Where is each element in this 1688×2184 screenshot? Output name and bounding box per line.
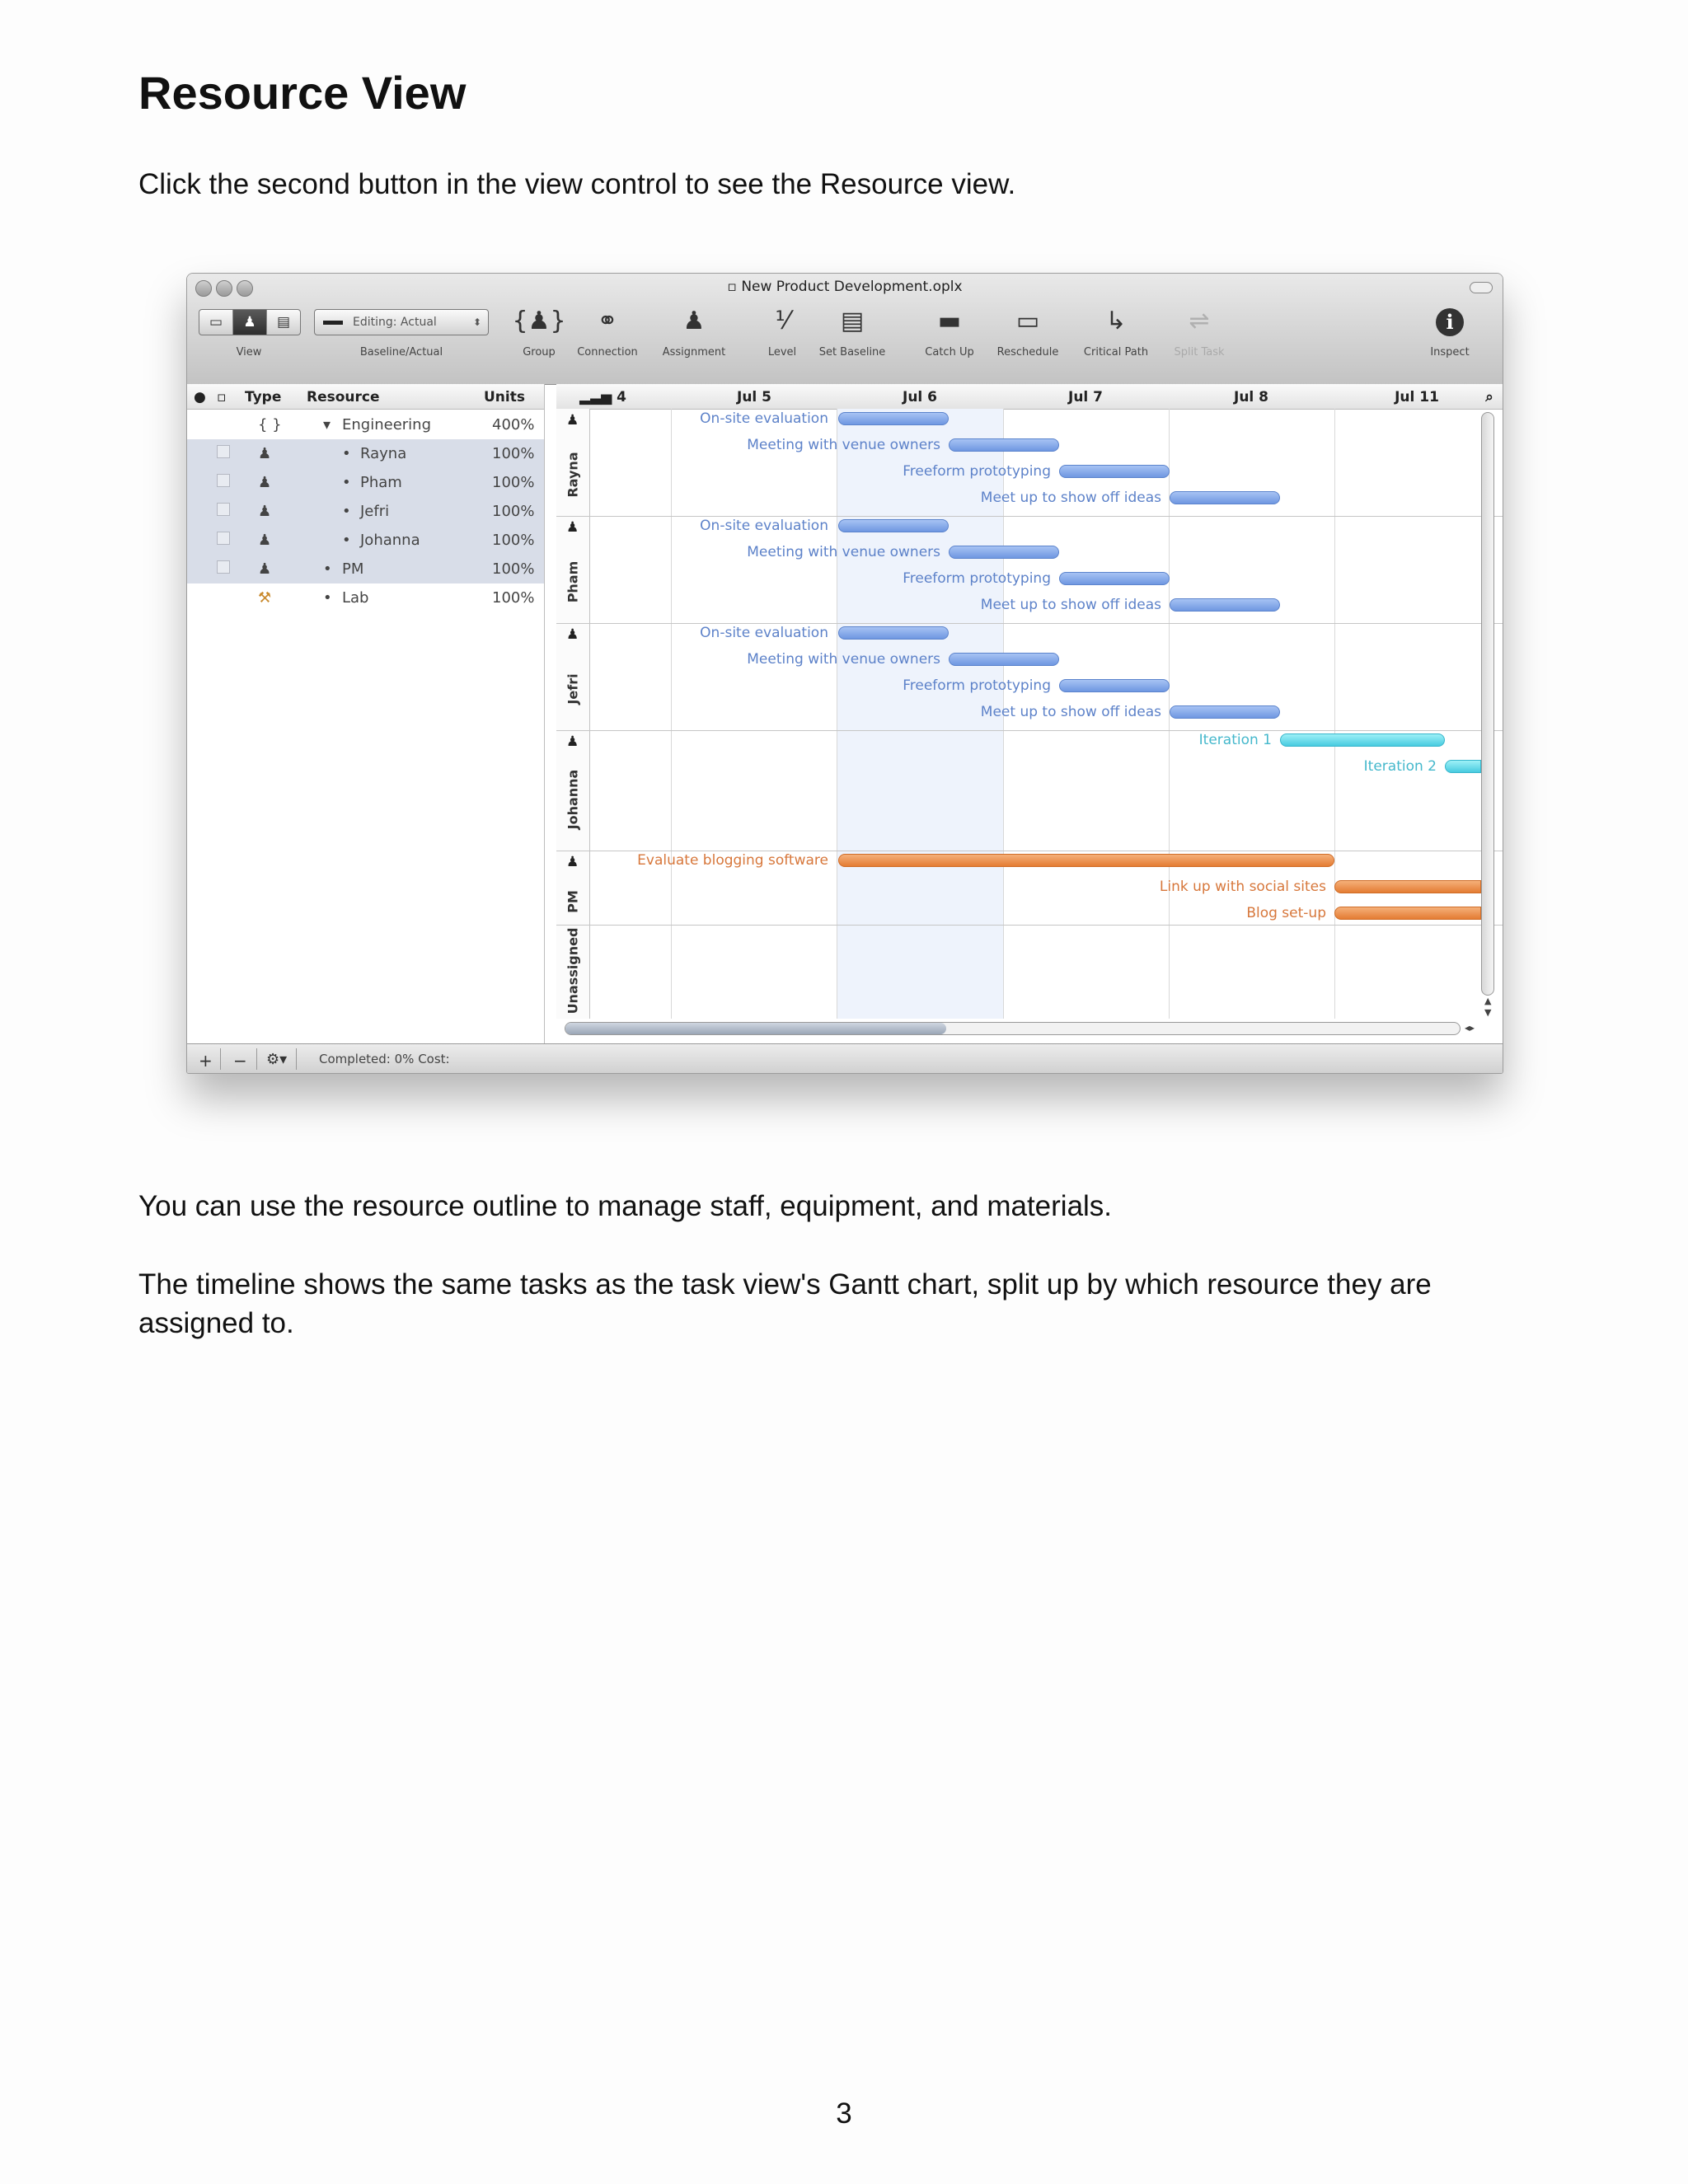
task-label: On-site evaluation [700, 410, 828, 427]
lane-label-jefri: Jefri [565, 673, 581, 705]
task-label: Freeform prototyping [903, 677, 1051, 694]
hammer-icon: ⚒ [258, 589, 272, 607]
disclosure-triangle-icon[interactable]: ▾ [323, 416, 331, 434]
date-header: Jul 8 [1233, 389, 1269, 405]
type-column-header[interactable]: Type [245, 389, 282, 405]
reschedule-label: Reschedule [996, 346, 1059, 359]
vertical-scrollbar[interactable] [1481, 412, 1494, 996]
group-icon: { } [258, 416, 282, 434]
task-bar[interactable] [838, 519, 949, 532]
task-label: Iteration 1 [1198, 732, 1272, 748]
gear-icon[interactable]: ⚙▾ [266, 1051, 288, 1068]
task-view-button[interactable]: ▭ [199, 310, 233, 335]
bullet-icon: • [342, 503, 351, 520]
task-bar[interactable] [838, 412, 949, 425]
scroll-up-arrow-icon[interactable]: ▲ [1484, 996, 1492, 1006]
task-bar[interactable] [949, 546, 1059, 559]
person-icon: ♟ [258, 445, 272, 462]
date-header: Jul 6 [902, 389, 938, 405]
resource-units: 100% [492, 532, 535, 549]
baseline-label: Baseline/Actual [359, 346, 443, 359]
page-number: 3 [836, 2097, 852, 2130]
outline-row-engineering[interactable] [187, 410, 544, 439]
critical-path-icon[interactable]: ↳ [1105, 307, 1127, 335]
resource-outline [187, 384, 545, 1043]
task-bar[interactable] [1170, 705, 1280, 719]
timeline-header [556, 384, 1503, 410]
assignment-label: Assignment [662, 346, 726, 359]
resource-name: Johanna [360, 532, 420, 549]
resource-separator [556, 730, 1503, 731]
checkbox-column-icon: ▫ [217, 389, 227, 405]
timeline-zoom[interactable]: ▂▃▅ 4 [579, 389, 626, 405]
scroll-thumb[interactable] [565, 1023, 946, 1034]
date-header: Jul 7 [1067, 389, 1104, 405]
person-icon: ♟ [566, 519, 579, 536]
divider [296, 1048, 297, 1070]
remove-icon[interactable]: − [233, 1051, 247, 1071]
outline-row-jefri[interactable] [187, 497, 544, 526]
inspect-label: Inspect [1430, 346, 1470, 359]
person-icon: ♟ [566, 626, 579, 643]
task-label: Freeform prototyping [903, 570, 1051, 587]
set-baseline-icon[interactable]: ▤ [840, 307, 865, 335]
task-bar[interactable] [1059, 679, 1170, 692]
resource-view-button[interactable]: ♟ [233, 310, 267, 335]
units-column-header[interactable]: Units [484, 389, 525, 405]
task-bar[interactable] [1334, 907, 1481, 920]
task-bar[interactable] [1059, 572, 1170, 585]
resource-name: Jefri [360, 503, 390, 520]
app-window-screenshot [186, 273, 1503, 1074]
person-icon: ♟ [258, 532, 272, 549]
lane-label-unassigned: Unassigned [565, 927, 581, 1015]
group-label: Group [523, 346, 556, 359]
row-checkbox[interactable] [217, 474, 230, 487]
task-bar[interactable] [1170, 598, 1280, 612]
task-bar[interactable] [1445, 760, 1481, 773]
inspect-icon[interactable]: i [1436, 308, 1464, 336]
task-label: Evaluate blogging software [637, 852, 828, 869]
calendar-view-button[interactable]: ▤ [276, 314, 291, 330]
task-bar[interactable] [949, 438, 1059, 452]
horizontal-scrollbar[interactable] [565, 1022, 1461, 1035]
person-icon: ♟ [566, 854, 579, 870]
resource-name: Rayna [360, 445, 407, 462]
split-task-icon: ⇌ [1189, 307, 1210, 335]
resource-units: 100% [492, 445, 535, 462]
outline-row-pham[interactable] [187, 468, 544, 497]
task-label: Link up with social sites [1159, 879, 1326, 895]
day-gridline [671, 409, 672, 1019]
resource-units: 100% [492, 589, 535, 607]
row-checkbox[interactable] [217, 532, 230, 545]
divider [256, 1048, 257, 1070]
connection-icon[interactable]: ⚭ [597, 307, 618, 335]
bullet-icon: • [323, 589, 332, 607]
task-bar[interactable] [1059, 465, 1170, 478]
date-header: Jul 11 [1395, 389, 1439, 405]
page-title: Resource View [138, 67, 467, 119]
catch-up-icon[interactable]: ▬ [937, 307, 962, 335]
bullet-icon: • [342, 445, 351, 462]
person-icon: ♟ [566, 412, 579, 429]
person-icon: ♟ [258, 474, 272, 491]
document-icon: ▫ [727, 279, 742, 295]
task-bar[interactable] [1280, 733, 1445, 747]
person-icon: ♟ [258, 503, 272, 520]
row-checkbox[interactable] [217, 560, 230, 574]
zoom-bars-icon: ▂▃▅ [579, 389, 612, 405]
resource-name: Engineering [342, 416, 431, 434]
level-icon[interactable]: ⅟ [775, 307, 790, 335]
add-icon[interactable]: + [199, 1051, 213, 1071]
lane-label-rayna: Rayna [565, 452, 581, 498]
outline-header [187, 384, 544, 410]
task-label: Freeform prototyping [903, 463, 1051, 480]
magnifier-icon[interactable]: ⌕ [1485, 389, 1493, 405]
outline-row-pm[interactable] [187, 555, 544, 583]
updown-arrows-icon: ⬍ [472, 316, 481, 328]
bullet-icon: • [323, 560, 332, 578]
scroll-left-right-arrows-icon[interactable]: ◂▸ [1465, 1022, 1475, 1033]
catch-up-label: Catch Up [925, 346, 974, 359]
split-task-label: Split Task [1174, 346, 1225, 359]
task-label: On-site evaluation [700, 518, 828, 534]
bullet-icon: • [342, 474, 351, 491]
lane-label-pm: PM [565, 890, 581, 913]
window-title: ▫ New Product Development.oplx [727, 279, 963, 295]
outline-row-johanna[interactable] [187, 526, 544, 555]
day-gridline [1334, 409, 1335, 1019]
task-bar[interactable] [1334, 880, 1481, 893]
lane-label-johanna: Johanna [565, 769, 581, 830]
resource-column-header[interactable]: Resource [307, 389, 380, 405]
critical-path-label: Critical Path [1083, 346, 1149, 359]
connection-label: Connection [577, 346, 638, 359]
timeline-body [556, 409, 1503, 1019]
resource-timeline [556, 384, 1503, 1043]
resource-units: 100% [492, 474, 535, 491]
task-label: Iteration 2 [1363, 758, 1437, 775]
note-icon: ● [194, 389, 206, 405]
task-label: Meet up to show off ideas [980, 597, 1161, 613]
resource-units: 400% [492, 416, 535, 434]
resource-name: PM [342, 560, 364, 578]
task-label: Meeting with venue owners [747, 437, 940, 453]
view-label: View [236, 346, 262, 359]
status-bar [187, 1043, 1503, 1074]
resource-separator [556, 925, 1503, 926]
scroll-down-arrow-icon[interactable]: ▼ [1484, 1007, 1492, 1018]
task-label: On-site evaluation [700, 625, 828, 641]
person-icon: ♟ [566, 733, 579, 750]
view-control[interactable] [199, 309, 301, 335]
group-icon[interactable]: {♟} [512, 307, 566, 335]
reschedule-icon[interactable]: ▭ [1015, 307, 1040, 335]
row-checkbox[interactable] [217, 503, 230, 516]
intro-text: Click the second button in the view control to see the Resource view. [138, 168, 1016, 200]
row-checkbox[interactable] [217, 445, 230, 458]
lane-label-pham: Pham [565, 560, 581, 603]
set-baseline-label: Set Baseline [818, 346, 886, 359]
task-bar[interactable] [949, 653, 1059, 666]
resource-units: 100% [492, 503, 535, 520]
timeline-description: The timeline shows the same tasks as the task view's Gantt chart, split up by which resource they are assigned to. [138, 1268, 1432, 1339]
task-bar[interactable] [838, 854, 1334, 867]
date-header: Jul 5 [736, 389, 772, 405]
task-label: Blog set-up [1246, 905, 1326, 921]
resource-separator [556, 516, 1503, 517]
baseline-actual-popup[interactable]: Editing: Actual ⬍ [314, 309, 489, 335]
outline-row-rayna[interactable] [187, 439, 544, 468]
today-highlight [837, 409, 1003, 1019]
task-label: Meet up to show off ideas [980, 490, 1161, 506]
outline-description: You can use the resource outline to manage staff, equipment, and materials. [138, 1190, 1113, 1222]
task-label: Meet up to show off ideas [980, 704, 1161, 720]
task-label: Meeting with venue owners [747, 544, 940, 560]
toolbar-toggle-button[interactable] [1470, 282, 1493, 293]
task-bar[interactable] [838, 626, 949, 640]
line-icon [323, 321, 343, 325]
outline-row-lab[interactable] [187, 583, 544, 612]
bullet-icon: • [342, 532, 351, 549]
resource-separator [556, 623, 1503, 624]
status-text: Completed: 0% Cost: [319, 1052, 450, 1066]
resource-name: Pham [360, 474, 402, 491]
task-bar[interactable] [1170, 491, 1280, 504]
assignment-icon[interactable]: ♟ [682, 307, 706, 335]
resource-name: Lab [342, 589, 369, 607]
person-icon: ♟ [258, 560, 272, 578]
toolbar [187, 274, 1503, 385]
task-label: Meeting with venue owners [747, 651, 940, 668]
level-label: Level [767, 346, 797, 359]
resource-units: 100% [492, 560, 535, 578]
divider [220, 1048, 221, 1070]
